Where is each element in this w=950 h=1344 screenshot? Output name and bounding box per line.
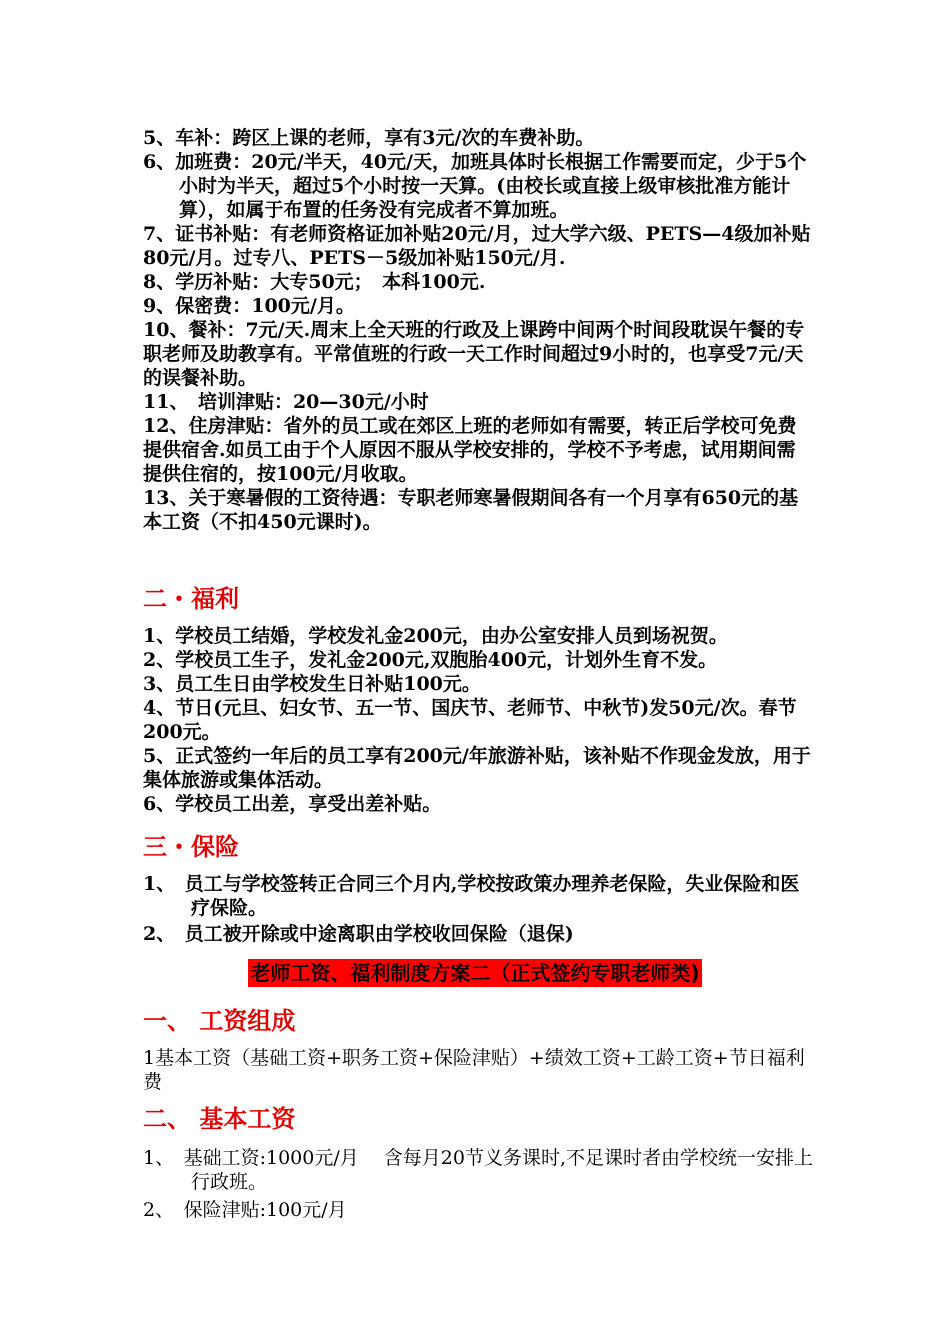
- list-item: 5、正式签约一年后的员工享有200元/年旅游补贴，该补贴不作现金发放，用于集体旅游或集体活动。: [143, 745, 811, 791]
- list-item: 7、证书补贴：有老师资格证加补贴20元/月，过大学六级、PETS—4级加补贴80元/月。过专八、PETS－5级加补贴150元/月.: [143, 223, 811, 269]
- plan-banner-title: 老师工资、福利制度方案二（正式签约专职老师类): [250, 961, 700, 985]
- list-item: 3、员工生日由学校发生日补贴100元。: [143, 673, 481, 695]
- list-item: 6、学校员工出差，享受出差补贴。: [143, 793, 442, 815]
- allowance-list: [143, 126, 813, 534]
- insurance-list: [143, 872, 813, 946]
- list-item: 4、节日(元旦、妇女节、五一节、国庆节、老师节、中秋节)发50元/次。春节200元。: [143, 697, 797, 743]
- wage-composition-heading: 一、 工资组成: [143, 1007, 296, 1035]
- basic-wage-list: [143, 1146, 813, 1222]
- list-item: 11、 培训津贴：20—30元/小时: [143, 391, 429, 413]
- list-item: 2、 员工被开除或中途离职由学校收回保险（退保): [143, 923, 574, 945]
- welfare-heading: 二・福利: [143, 585, 239, 613]
- welfare-list: [143, 624, 813, 816]
- wage-composition-body: [143, 1046, 813, 1094]
- list-item: 2、 保险津贴:100元/月: [143, 1199, 347, 1221]
- list-item: 2、学校员工生子，发礼金200元,双胞胎400元，计划外生育不发。: [143, 649, 718, 671]
- list-item: 13、关于寒暑假的工资待遇：专职老师寒暑假期间各有一个月享有650元的基本工资（不扣450元课时)。: [143, 487, 799, 533]
- plan-banner: [0, 959, 950, 987]
- list-item: 1、 员工与学校签转正合同三个月内,学校按政策办理养老保险，失业保险和医疗保险。: [143, 873, 800, 919]
- list-item: 12、住房津贴：省外的员工或在郊区上班的老师如有需要，转正后学校可免费提供宿舍.如员工由于个人原因不服从学校安排的，学校不予考虑，试用期间需提供住宿的，按100元/月收取。: [143, 415, 797, 485]
- list-item: 6、加班费：20元/半天，40元/天，加班具体时长根据工作需要而定，少于5个小时为半天，超过5个小时按一天算。(由校长或直接上级审核批准方能计算），如属于布置的任务没有完成者不算加班。: [143, 151, 807, 221]
- list-item: 8、学历补贴：大专50元； 本科100元.: [143, 271, 486, 293]
- list-item: 1、学校员工结婚，学校发礼金200元，由办公室安排人员到场祝贺。: [143, 625, 728, 647]
- list-item: 10、餐补：7元/天.周末上全天班的行政及上课跨中间两个时间段耽误午餐的专职老师及助教享有。平常值班的行政一天工作时间超过9小时的，也享受7元/天的误餐补助。: [143, 319, 805, 389]
- insurance-heading: 三・保险: [143, 833, 239, 861]
- basic-wage-heading: 二、 基本工资: [143, 1105, 296, 1133]
- list-item: 9、保密费：100元/月。: [143, 295, 355, 317]
- list-item: 1、 基础工资:1000元/月 含每月20节义务课时,不足课时者由学校统一安排上行政班。: [143, 1147, 814, 1193]
- paragraph: 1基本工资（基础工资+职务工资+保险津贴）+绩效工资+工龄工资+节日福利费: [143, 1047, 805, 1093]
- list-item: 5、车补：跨区上课的老师，享有3元/次的车费补助。: [143, 127, 595, 149]
